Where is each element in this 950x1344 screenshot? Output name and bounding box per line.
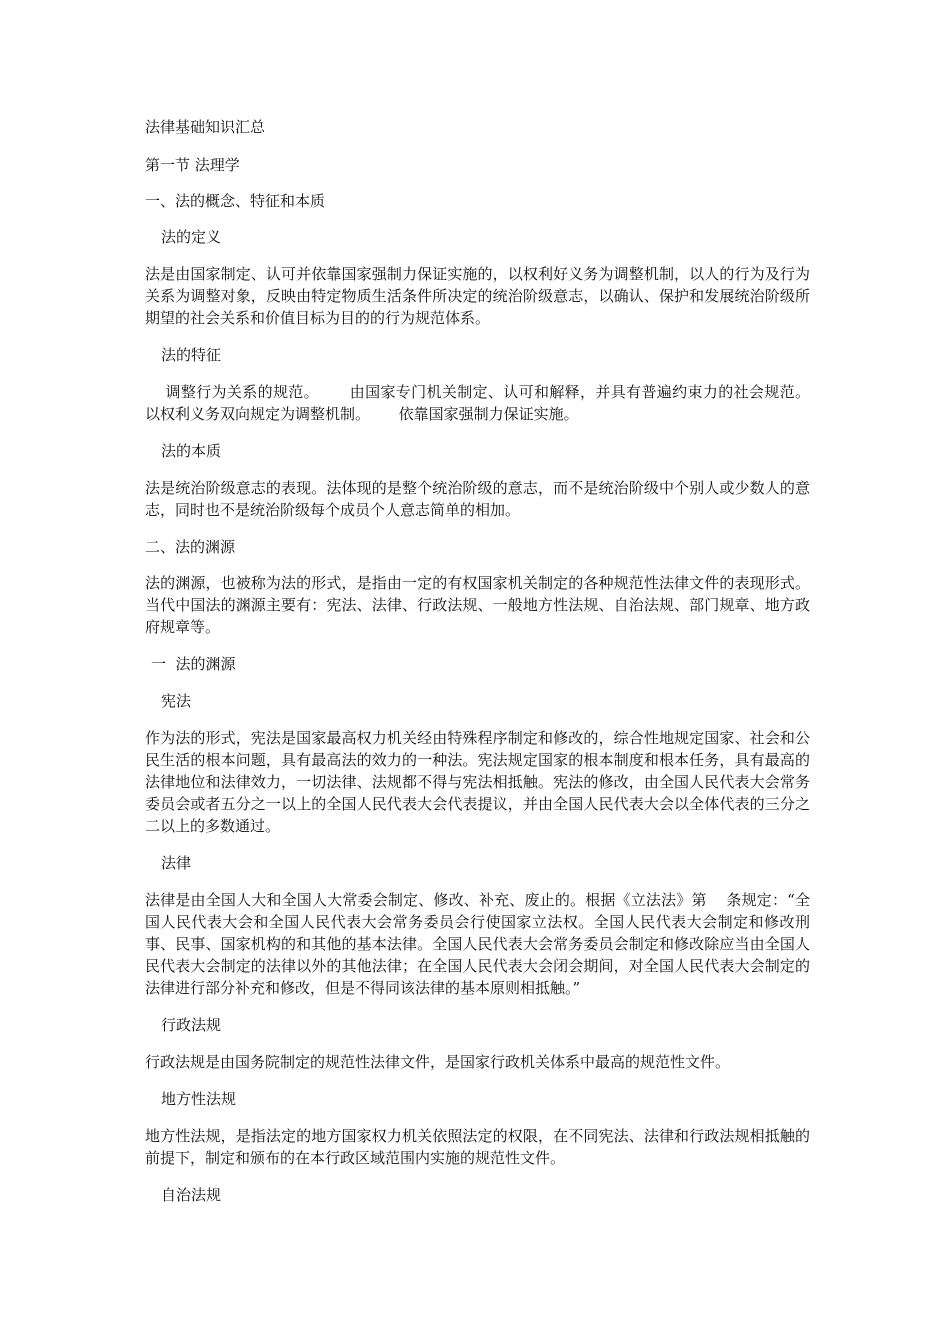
heading-concept: 一、法的概念、特征和本质	[145, 192, 326, 210]
subheading-features: 法的特征	[161, 346, 222, 364]
section-heading: 第一节 法理学	[145, 156, 240, 174]
document-page	[145, 116, 839, 1221]
heading-sources-sub: 一 法的渊源	[151, 655, 236, 673]
subheading-definition: 法的定义	[161, 228, 222, 246]
subheading-essence: 法的本质	[161, 442, 222, 460]
subheading-constitution: 宪法	[161, 692, 192, 710]
subheading-law: 法律	[161, 854, 192, 872]
paragraph-features: 调整行为关系的规范。 由国家专门机关制定、认可和解释，并具有普遍约束力的社会规范。 以权利义务双向规定为调整机制。 依靠国家强制力保证实施。	[145, 383, 839, 423]
paragraph-essence: 法是统治阶级意志的表现。法体现的是整个统治阶级的意志，而不是统治阶级中个别人或少数人的意志，同时也不是统治阶级每个成员个人意志简单的相加。	[145, 479, 810, 519]
subheading-local-regulations: 地方性法规	[161, 1090, 237, 1108]
paragraph-sources: 法的渊源，也被称为法的形式，是指由一定的有权国家机关制定的各种规范性法律文件的表现形式。当代中国法的渊源主要有：宪法、法律、行政法规、一般地方性法规、自治法规、部门规章、地方政府规章等。	[145, 574, 810, 636]
subheading-autonomous-regulations: 自治法规	[161, 1186, 222, 1204]
paragraph-administrative-regulations: 行政法规是由国务院制定的规范性法律文件，是国家行政机关体系中最高的规范性文件。	[145, 1053, 731, 1071]
heading-sources: 二、法的渊源	[145, 538, 236, 556]
paragraph-local-regulations: 地方性法规，是指法定的地方国家权力机关依照法定的权限，在不同宪法、法律和行政法规相抵触的前提下，制定和颁布的在本行政区域范围内实施的规范性文件。	[145, 1127, 810, 1167]
paragraph-definition: 法是由国家制定、认可并依靠国家强制力保证实施的，以权利好义务为调整机制，以人的行为及行为关系为调整对象，反映由特定物质生活条件所决定的统治阶级意志，以确认、保护和发展统治阶级所期望的社会关系和价值目标为目的的行为规范体系。	[145, 265, 810, 327]
document-title: 法律基础知识汇总	[145, 118, 266, 136]
subheading-administrative-regulations: 行政法规	[161, 1016, 222, 1034]
paragraph-law: 法律是由全国人大和全国人大常委会制定、修改、补充、废止的。根据《立法法》第 条规定：“全国人民代表大会和全国人民代表大会常务委员会行使国家立法权。全国人民代表大会制定和修改刑事、民事、国家机构的和其他的基本法律。全国人民代表大会常务委员会制定和修改除应当由全国人民代表大会制定的法律以外的其他法律；在全国人民代表大会闭会期间，对全国人民代表大会制定的法律进行部分补充和修改，但是不得同该法律的基本原则相抵触。”	[145, 891, 810, 997]
paragraph-constitution: 作为法的形式，宪法是国家最高权力机关经由特殊程序制定和修改的，综合性地规定国家、社会和公民生活的根本问题，具有最高法的效力的一种法。宪法规定国家的根本制度和根本任务，具有最高的法律地位和法律效力，一切法律、法规都不得与宪法相抵触。宪法的修改，由全国人民代表大会常务委员会或者五分之一以上的全国人民代表大会代表提议，并由全国人民代表大会以全体代表的三分之二以上的多数通过。	[145, 729, 810, 835]
